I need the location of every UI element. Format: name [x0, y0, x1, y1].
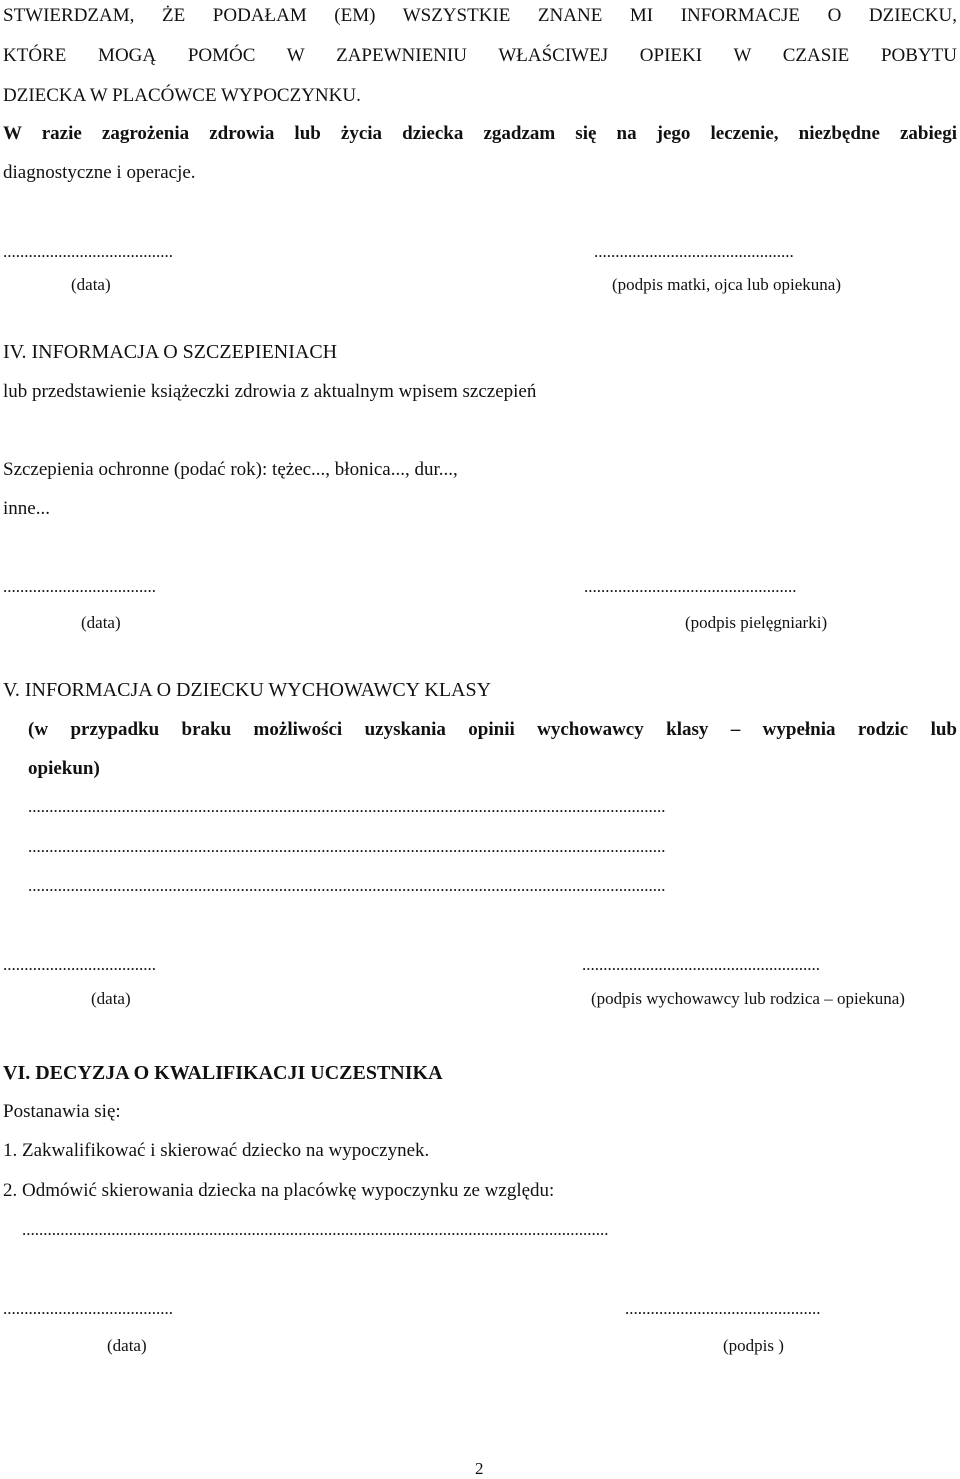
section-5-note-line-1: (w przypadku braku możliwości uzyskania opinii wychowawcy klasy – wypełnia rodzic lub: [28, 719, 957, 740]
declaration-line-4: W razie zagrożenia zdrowia lub życia dziecka zgadzam się na jego leczenie, niezbędne zabiegi: [3, 123, 957, 144]
signature-line[interactable]: ..............................................: [625, 1299, 821, 1318]
signature-line[interactable]: ..................................................: [584, 577, 797, 596]
signature-label: (podpis wychowawcy lub rodzica – opiekuna): [591, 989, 905, 1008]
date-label: (data): [81, 613, 121, 632]
page-number: 2: [475, 1459, 484, 1478]
answer-line[interactable]: ......................................................................................................................................................: [28, 877, 666, 894]
signature-line[interactable]: ...............................................: [594, 242, 794, 261]
other-vaccines-line[interactable]: inne...: [3, 498, 50, 519]
signature-label: (podpis matki, ojca lub opiekuna): [612, 275, 841, 294]
signature-label: (podpis pielęgniarki): [685, 613, 828, 632]
date-label: (data): [71, 275, 111, 294]
declaration-line-5: diagnostyczne i operacje.: [3, 162, 196, 183]
vaccines-line[interactable]: Szczepienia ochronne (podać rok): tężec..., błonica..., dur...,: [3, 459, 458, 480]
declaration-line-3: DZIECKA W PLACÓWCE WYPOCZYNKU.: [3, 85, 361, 106]
date-signature-line[interactable]: ........................................: [3, 1299, 173, 1318]
declaration-line-2: KTÓRE MOGĄ POMÓC W ZAPEWNIENIU WŁAŚCIWEJ OPIEKI W CZASIE POBYTU: [3, 45, 957, 66]
section-4-subheading: lub przedstawienie książeczki zdrowia z aktualnym wpisem szczepień: [3, 381, 537, 402]
date-signature-line[interactable]: ....................................: [3, 955, 156, 974]
section-6-heading: VI. DECYZJA O KWALIFIKACJI UCZESTNIKA: [3, 1062, 443, 1084]
declaration-line-1: STWIERDZAM, ŻE PODAŁAM (EM) WSZYSTKIE ZNANE MI INFORMACJE O DZIECKU,: [3, 5, 957, 26]
section-5-heading: V. INFORMACJA O DZIECKU WYCHOWAWCY KLASY: [3, 679, 492, 701]
date-label: (data): [107, 1336, 147, 1355]
decision-item-1[interactable]: 1. Zakwalifikować i skierować dziecko na wypoczynek.: [3, 1140, 430, 1161]
decision-item-2[interactable]: 2. Odmówić skierowania dziecka na placówkę wypoczynku ze względu:: [3, 1180, 555, 1201]
reason-line[interactable]: ..........................................................................................................................................: [22, 1221, 609, 1238]
section-4-heading: IV. INFORMACJA O SZCZEPIENIACH: [3, 341, 338, 363]
section-5-note-line-2: opiekun): [28, 758, 100, 779]
date-signature-line[interactable]: ....................................: [3, 577, 156, 596]
date-signature-line[interactable]: ........................................: [3, 242, 173, 261]
signature-label: (podpis ): [723, 1336, 784, 1355]
answer-line[interactable]: ......................................................................................................................................................: [28, 838, 666, 855]
decision-intro: Postanawia się:: [3, 1101, 121, 1122]
date-label: (data): [91, 989, 131, 1008]
signature-line[interactable]: ........................................................: [582, 955, 820, 974]
answer-line[interactable]: ......................................................................................................................................................: [28, 798, 666, 815]
